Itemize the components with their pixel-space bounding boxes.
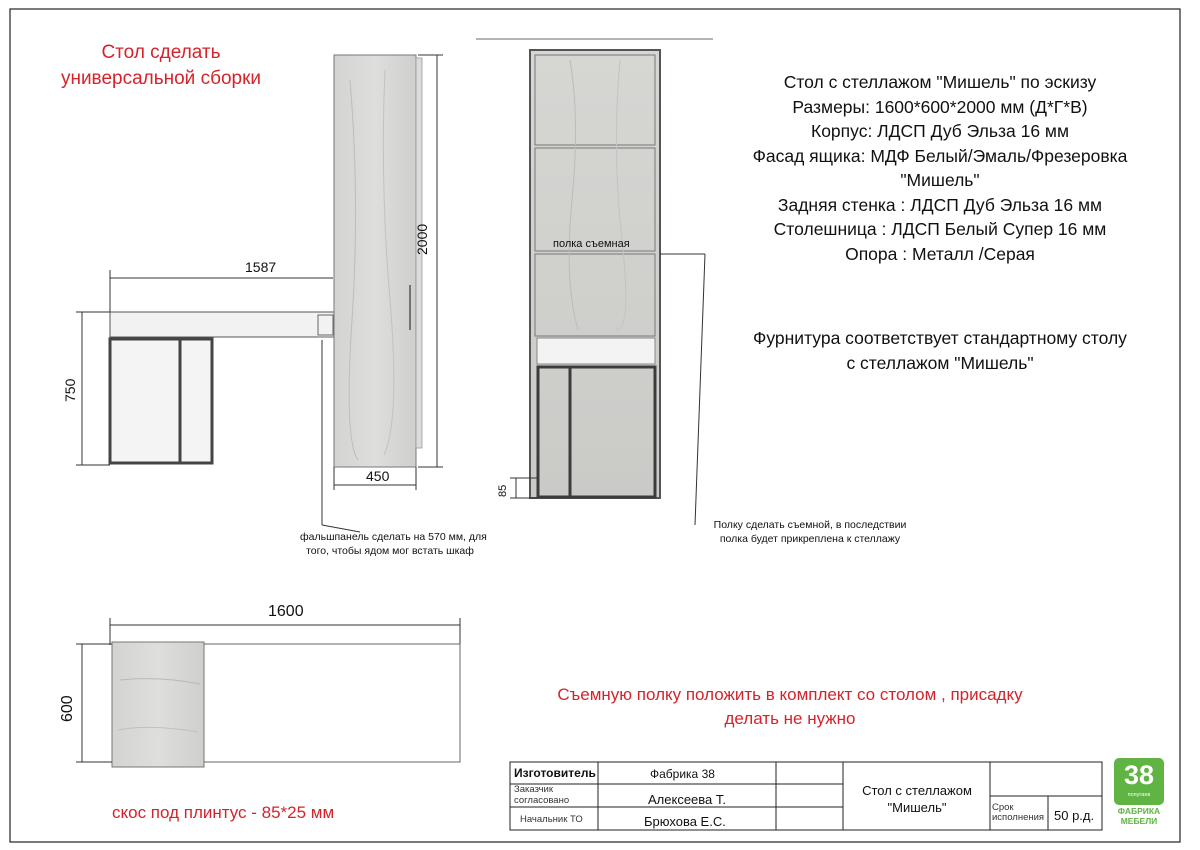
shelf-note-line2: полка будет прикреплена к стеллажу [719, 533, 901, 545]
removable-shelf-line2: делать не нужно [724, 709, 856, 728]
spec-line4: Фасад ящика: МДФ Белый/Эмаль/Фрезеровка [752, 145, 1128, 166]
term-value: 50 р.д. [1054, 808, 1095, 823]
side-view [76, 55, 443, 532]
bevel-note: скос под плинтус - 85*25 мм [112, 803, 335, 822]
removable-shelf-line1: Съемную полку положить в комплект со столом , присадку [557, 685, 1023, 704]
product-name [844, 782, 990, 816]
spec-line8: Опора : Металл /Серая [845, 243, 1035, 264]
shelf-note [696, 518, 924, 546]
logo-brand-line1: ФАБРИКА [1117, 806, 1161, 816]
metal-leg-side [110, 339, 212, 463]
customer-label-line1: Заказчик [514, 784, 554, 795]
assembly-note-line1: Стол сделать [101, 42, 221, 63]
logo-brand [1114, 807, 1164, 826]
logo-badge [1114, 758, 1164, 805]
hardware-line1: Фурнитура соответствует стандартному столу [753, 328, 1127, 348]
hardware-note [720, 326, 1160, 375]
front-view [476, 39, 713, 525]
spec-line7: Столешница : ЛДСП Белый Супер 16 мм [773, 219, 1107, 239]
term-label-line2: исполнения [992, 812, 1045, 823]
plan-rack [112, 642, 204, 767]
spec-line5: "Мишель" [900, 170, 980, 190]
false-panel-line2: того, чтобы ядом мог встать шкаф [306, 545, 474, 557]
logo-tagline: попугаев [1127, 792, 1151, 798]
logo-number: 38 [1123, 760, 1155, 790]
logo-brand-line2: МЕБЕЛИ [1120, 815, 1158, 826]
product-line2: "Мишель" [887, 800, 947, 815]
spec-block [720, 70, 1160, 266]
false-panel-note [300, 530, 487, 558]
manufacturer-label: Изготовитель [514, 766, 596, 780]
spec-line3: Корпус: ЛДСП Дуб Эльза 16 мм [811, 121, 1069, 141]
hardware-line2: с стеллажом "Мишель" [846, 352, 1034, 373]
spec-line6: Задняя стенка : ЛДСП Дуб Эльза 16 мм [777, 194, 1103, 215]
desk-top-side [110, 312, 334, 337]
chief-value: Брюхова Е.С. [644, 814, 726, 829]
shelf-label: полка съемная [553, 238, 630, 250]
removable-shelf-note [520, 683, 1060, 731]
term-label [992, 803, 1044, 823]
dim-height-total: 2000 [414, 223, 430, 255]
dim-depth-rack: 450 [366, 468, 390, 484]
false-panel-line1: фальшпанель сделать на 570 мм, для [300, 531, 487, 543]
term-label-line1: Срок [992, 802, 1014, 813]
rack-side-panel [334, 55, 416, 467]
customer-label-line2: согласовано [514, 795, 570, 806]
shelf-note-line1: Полку сделать съемной, в последствии [713, 519, 907, 531]
product-line1: Стол с стеллажом [862, 783, 972, 798]
dim-plan-depth: 600 [59, 695, 76, 722]
customer-label [514, 784, 569, 806]
customer-value: Алексеева Т. [648, 792, 726, 807]
chief-label: Начальник ТО [520, 814, 583, 825]
assembly-note [55, 40, 267, 92]
dim-plan-length: 1600 [268, 603, 304, 620]
assembly-note-line2: универсальной сборки [60, 68, 262, 89]
plan-view [76, 618, 460, 767]
rack-front [530, 50, 660, 498]
dim-plinth: 85 [497, 484, 509, 497]
spec-line2: Размеры: 1600*600*2000 мм (Д*Г*В) [792, 96, 1088, 117]
drawer-front [537, 338, 655, 364]
spec-line1: Стол с стеллажом "Мишель" по эскизу [783, 72, 1097, 92]
factory-logo [1114, 758, 1164, 828]
manufacturer-value: Фабрика 38 [650, 767, 715, 781]
dim-top-length: 1587 [245, 259, 277, 275]
dim-height-desk: 750 [62, 378, 78, 402]
